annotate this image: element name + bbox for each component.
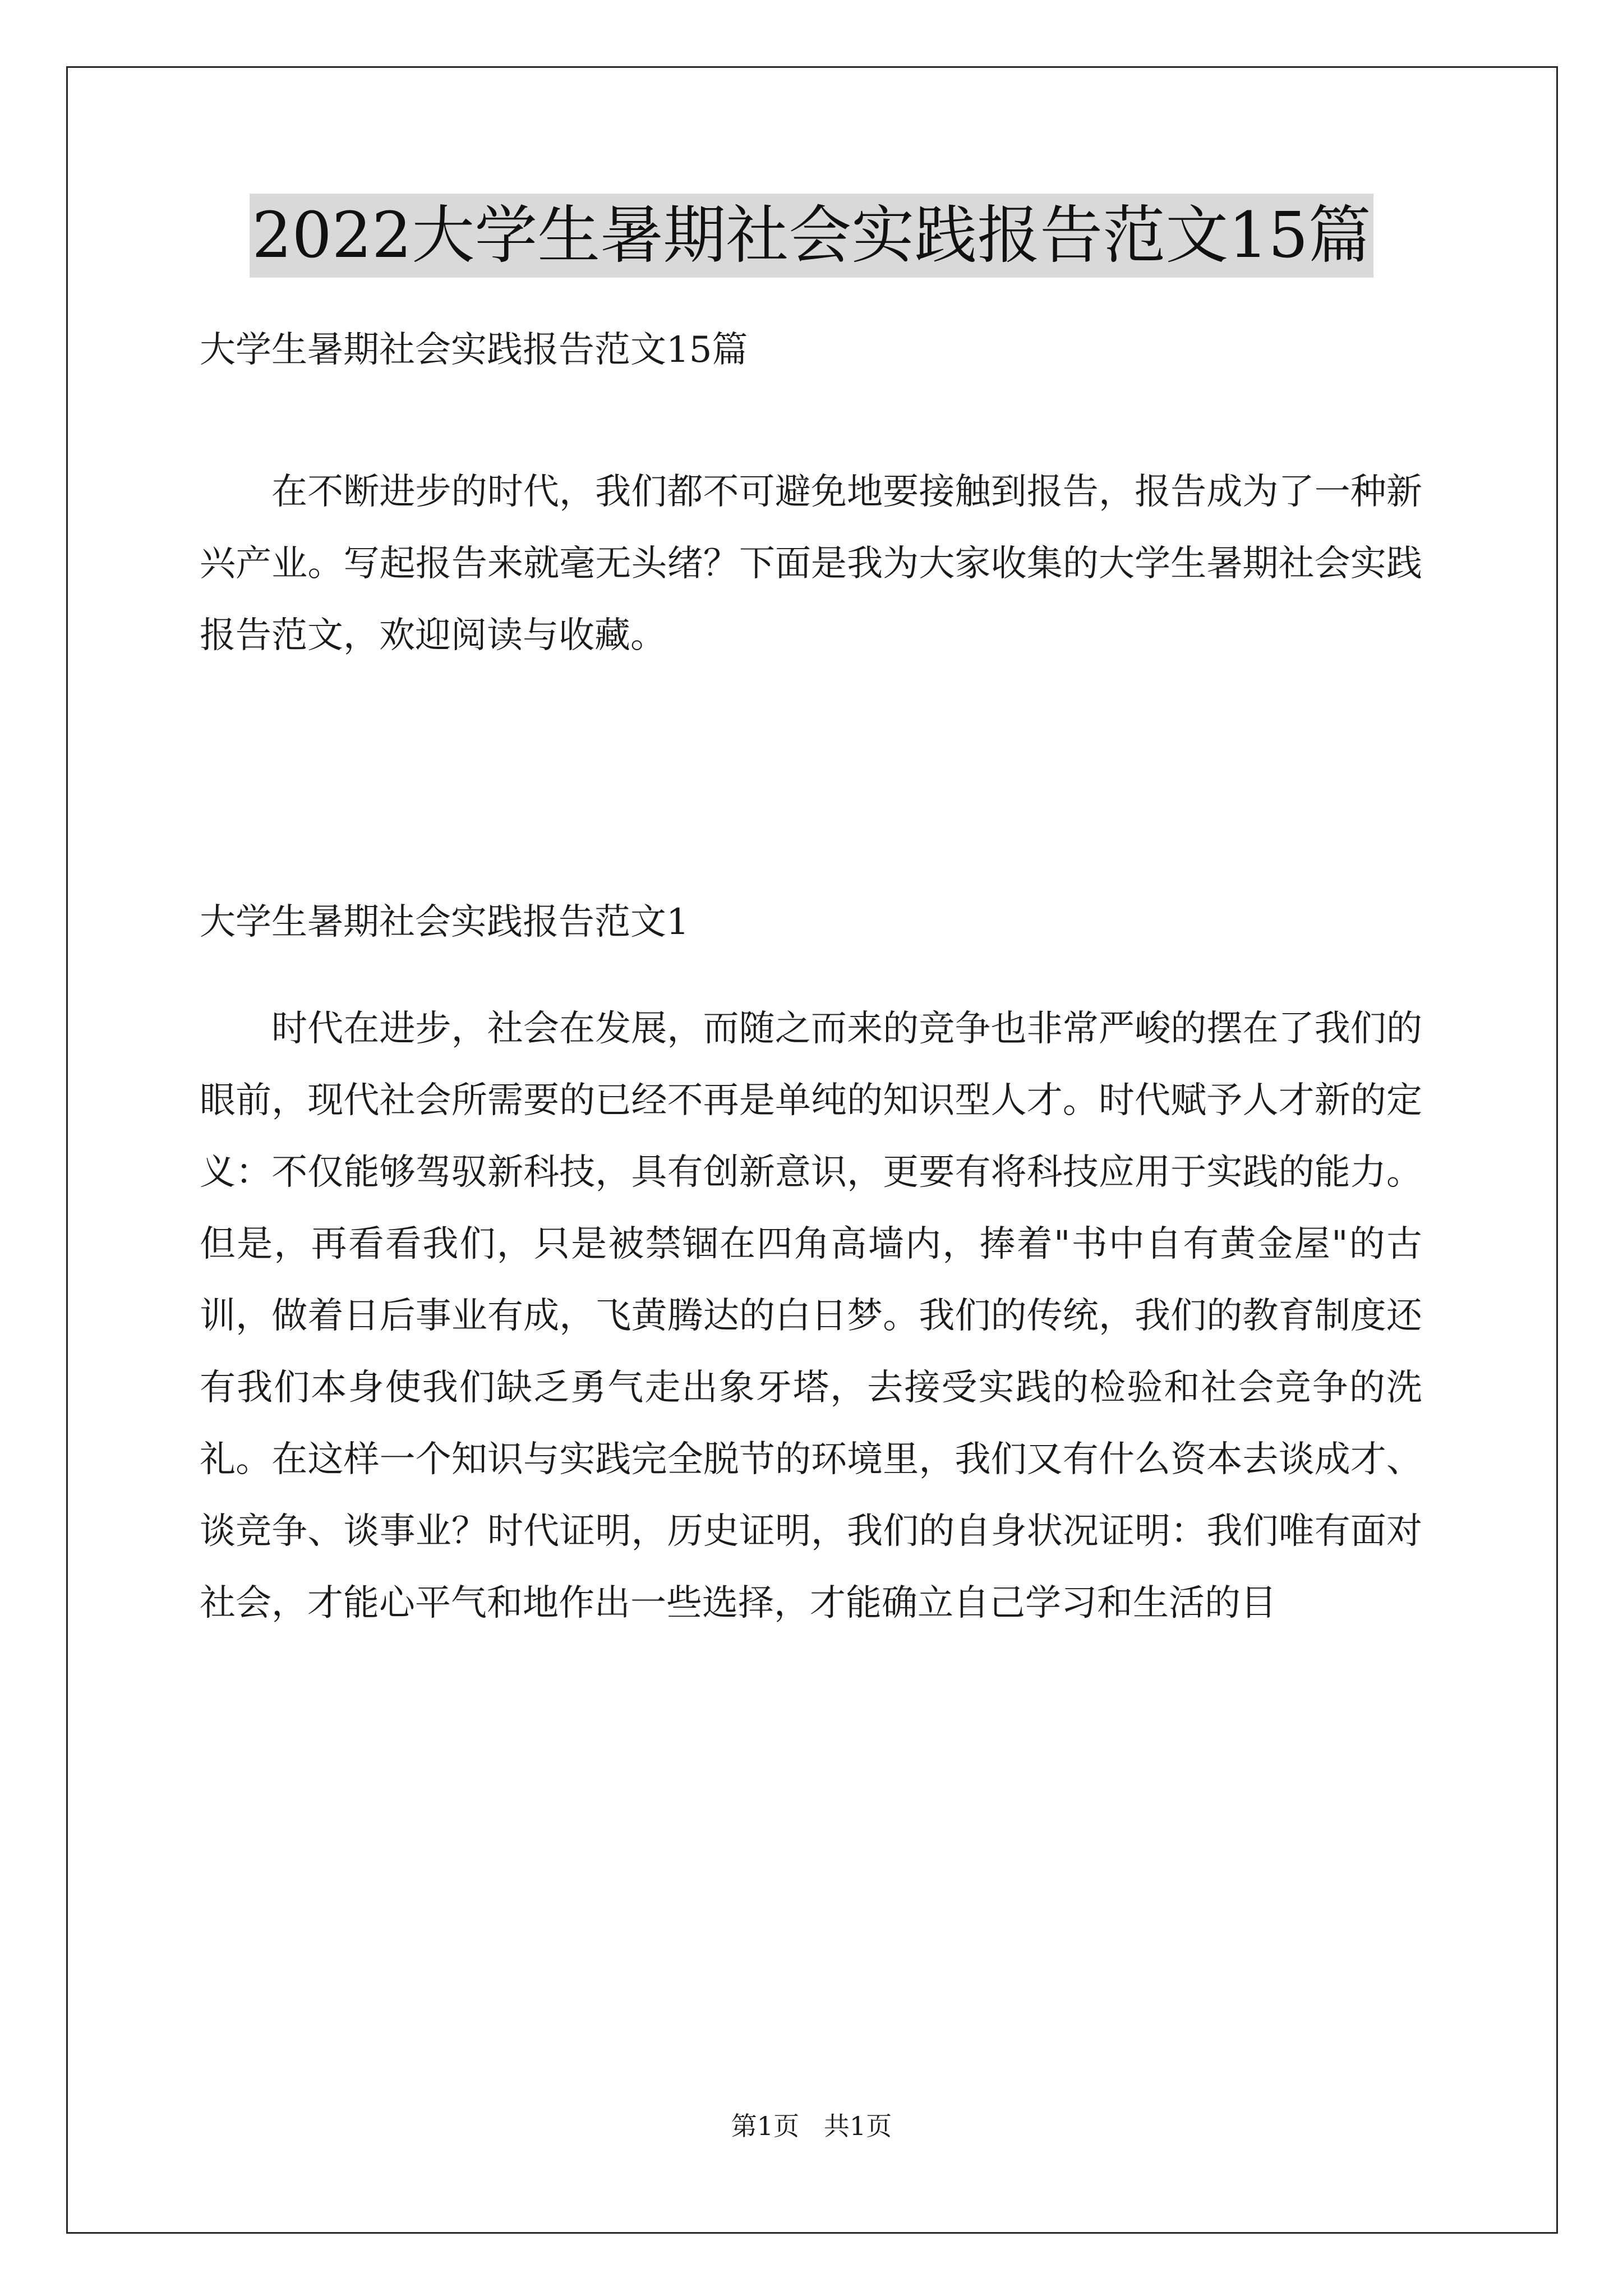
page-footer: 第1页 共1页	[731, 2111, 892, 2141]
title-container	[0, 194, 1623, 278]
body-block	[200, 993, 1422, 1639]
section-heading-block	[200, 886, 1422, 958]
subtitle-block	[200, 314, 1422, 386]
intro-block	[200, 456, 1422, 671]
section-heading: 大学生暑期社会实践报告范文1	[200, 901, 689, 943]
document-subtitle: 大学生暑期社会实践报告范文15篇	[200, 329, 748, 371]
body-paragraph: 时代在进步，社会在发展，而随之而来的竞争也非常严峻的摆在了我们的眼前，现代社会所需要的已经不再是单纯的知识型人才。时代赋予人才新的定义：不仅能够驾驭新科技，具有创新意识，更要有将科技应用于实践的能力。但是，再看看我们，只是被禁锢在四角高墙内，捧着"书中自有黄金屋"的古训，做着日后事业有成，飞黄腾达的白日梦。我们的传统，我们的教育制度还有我们本身使我们缺乏勇气走出象牙塔，去接受实践的检验和社会竞争的洗礼。在这样一个知识与实践完全脱节的环境里，我们又有什么资本去谈成才、谈竞争、谈事业？时代证明，历史证明，我们的自身状况证明：我们唯有面对社会，才能心平气和地作出一些选择，才能确立自己学习和生活的目	[200, 1008, 1422, 1624]
document-title: 2022大学生暑期社会实践报告范文15篇	[250, 194, 1373, 278]
intro-paragraph: 在不断进步的时代，我们都不可避免地要接触到报告，报告成为了一种新兴产业。写起报告来就毫无头绪？下面是我为大家收集的大学生暑期社会实践报告范文，欢迎阅读与收藏。	[200, 471, 1422, 656]
